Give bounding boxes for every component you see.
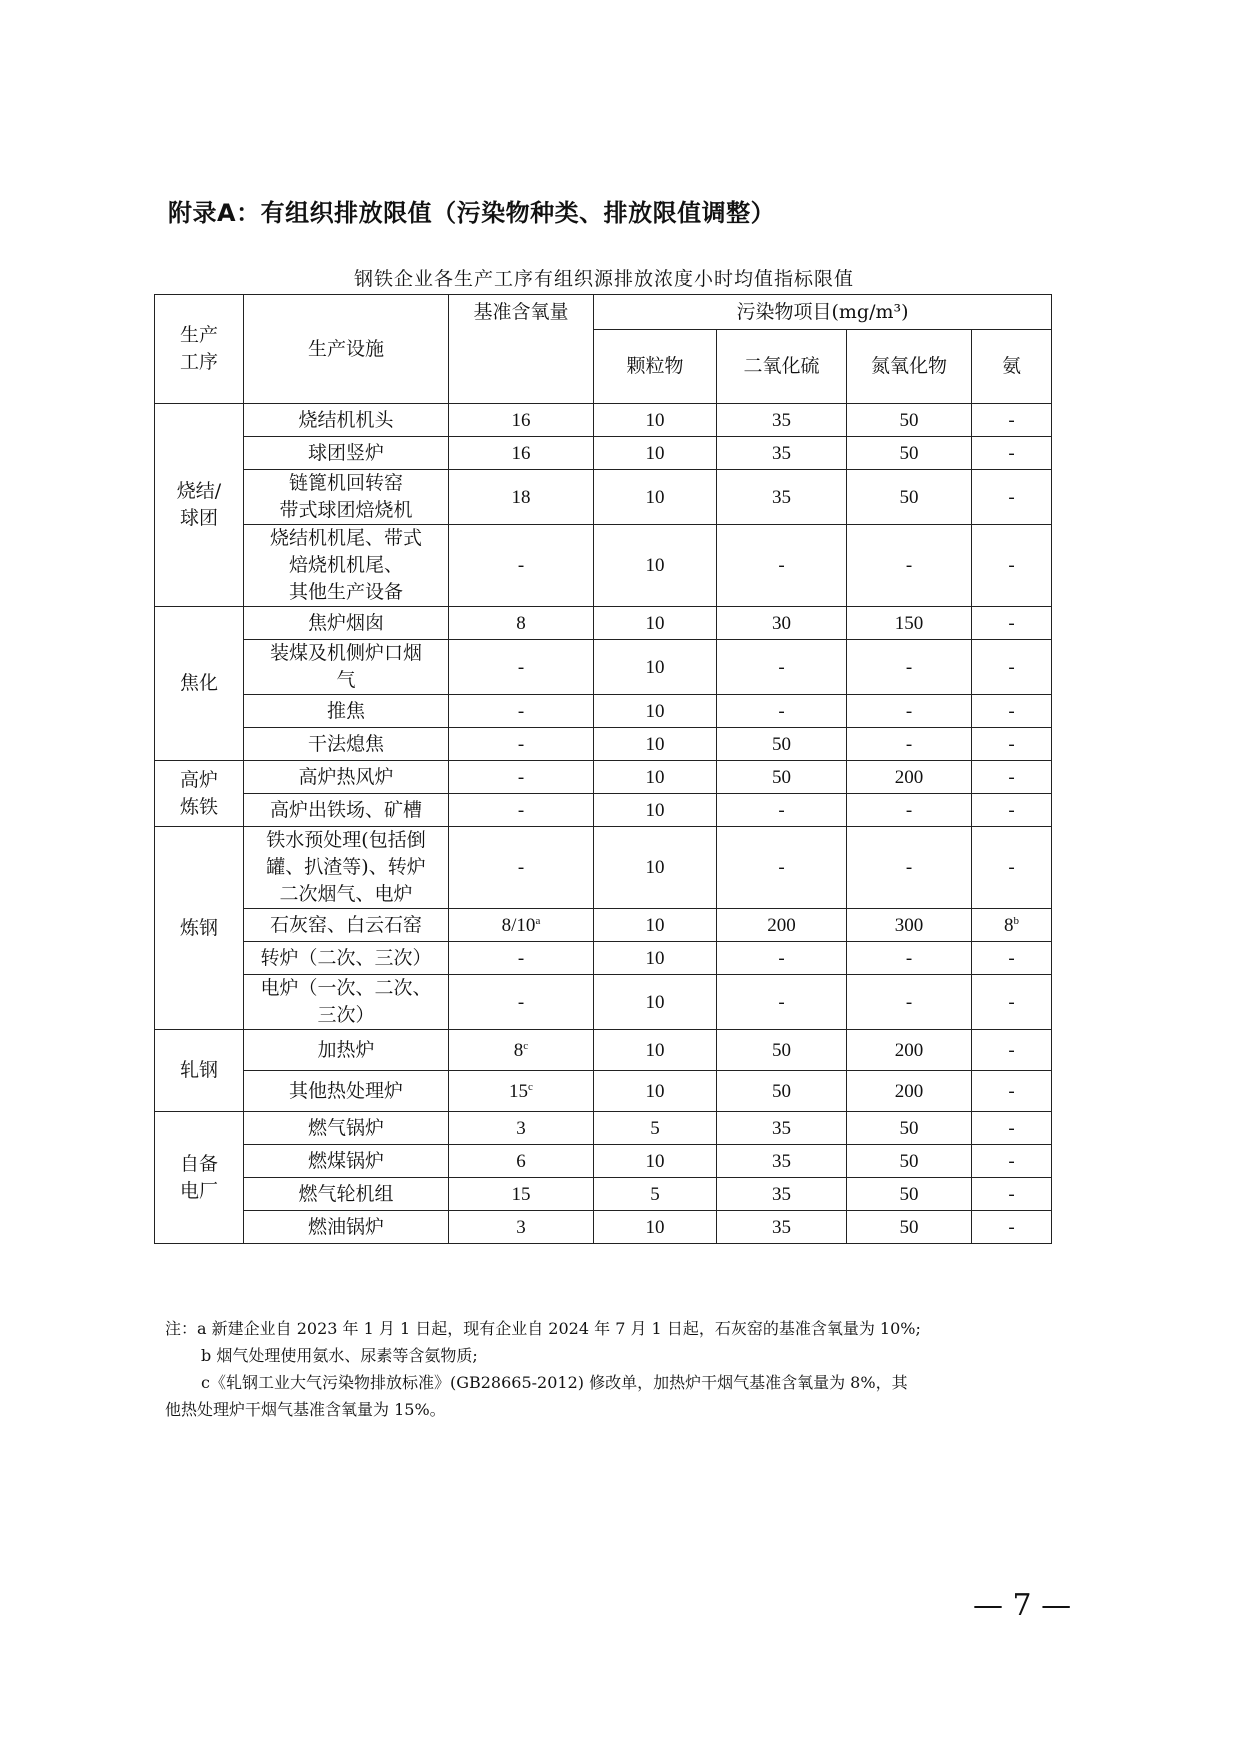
- ammonia-value: -: [1008, 1216, 1015, 1238]
- nox-cell: [847, 470, 972, 525]
- so2-cell: [717, 728, 847, 761]
- particulate-value: 10: [645, 733, 665, 755]
- oxygen-value: -: [517, 857, 525, 878]
- oxygen-value: -: [517, 766, 525, 788]
- ammonia-cell: [972, 1211, 1052, 1244]
- nox-cell: [847, 525, 972, 607]
- oxygen-value: -: [517, 991, 525, 1013]
- table-row: [155, 1211, 1052, 1244]
- so2-value: 35: [772, 1150, 791, 1172]
- ammonia-cell: [972, 1178, 1052, 1211]
- ammonia-cell: [972, 1071, 1052, 1112]
- ammonia-cell: [972, 404, 1052, 437]
- facility-cell: 烧结机机头: [244, 404, 449, 437]
- oxygen-cell: [449, 942, 594, 975]
- so2-value: 35: [772, 486, 791, 508]
- nox-value: -: [905, 733, 913, 755]
- ammonia-value: -: [1008, 1039, 1015, 1061]
- nox-value: 50: [899, 1183, 919, 1205]
- header-pollutants: 污染物项目(mg/m³): [594, 295, 1052, 330]
- so2-cell: [717, 525, 847, 607]
- particulate-cell: [594, 640, 717, 695]
- so2-value: -: [778, 991, 785, 1013]
- particulate-value: 10: [645, 555, 665, 576]
- ammonia-value: -: [1008, 656, 1015, 678]
- oxygen-cell: [449, 1178, 594, 1211]
- process-cell: 烧结/ 球团: [155, 404, 244, 607]
- table-row: [155, 607, 1052, 640]
- oxygen-value: -: [517, 799, 525, 821]
- ammonia-value: -: [1008, 409, 1015, 431]
- header-particulate: 颗粒物: [594, 330, 717, 404]
- oxygen-value: -: [517, 555, 525, 576]
- ammonia-value: -: [1008, 1117, 1015, 1139]
- oxygen-value: 3: [516, 1117, 526, 1139]
- nox-cell: [847, 607, 972, 640]
- oxygen-value: 15: [511, 1183, 531, 1205]
- so2-value: 35: [772, 409, 791, 431]
- ammonia-cell: [972, 1145, 1052, 1178]
- emission-limits-table: [154, 294, 1052, 1244]
- ammonia-cell: [972, 470, 1052, 525]
- ammonia-cell: [972, 525, 1052, 607]
- table-row: [155, 942, 1052, 975]
- facility-cell: 球团竖炉: [244, 437, 449, 470]
- ammonia-value: -: [1008, 947, 1015, 969]
- ammonia-value: -: [1008, 442, 1015, 464]
- process-cell: 自备 电厂: [155, 1112, 244, 1244]
- so2-cell: [717, 470, 847, 525]
- so2-cell: [717, 827, 847, 909]
- ammonia-value: 8: [1004, 914, 1014, 936]
- header-facility: 生产设施: [244, 295, 449, 404]
- nox-cell: [847, 827, 972, 909]
- oxygen-cell: [449, 525, 594, 607]
- oxygen-cell: [449, 1112, 594, 1145]
- so2-value: -: [778, 700, 785, 722]
- oxygen-cell: [449, 1145, 594, 1178]
- oxygen-cell: [449, 1030, 594, 1071]
- table-row: [155, 761, 1052, 794]
- so2-cell: [717, 1112, 847, 1145]
- facility-cell: 干法熄焦: [244, 728, 449, 761]
- particulate-value: 10: [645, 947, 665, 969]
- ammonia-cell: [972, 794, 1052, 827]
- table-body: [155, 404, 1052, 1244]
- nox-cell: [847, 909, 972, 942]
- oxygen-value: -: [517, 947, 525, 969]
- page-number: — 7 —: [973, 1588, 1072, 1623]
- oxygen-cell: [449, 975, 594, 1030]
- oxygen-value: 16: [511, 409, 531, 431]
- nox-cell: [847, 975, 972, 1030]
- particulate-cell: [594, 1030, 717, 1071]
- so2-cell: [717, 404, 847, 437]
- facility-cell: 推焦: [244, 695, 449, 728]
- nox-value: -: [905, 656, 913, 678]
- oxygen-cell: [449, 640, 594, 695]
- particulate-cell: [594, 1112, 717, 1145]
- so2-cell: [717, 1071, 847, 1112]
- ammonia-cell: [972, 437, 1052, 470]
- so2-value: 50: [772, 1080, 791, 1102]
- ammonia-value: -: [1008, 555, 1015, 576]
- ammonia-value: -: [1008, 486, 1015, 508]
- so2-cell: [717, 942, 847, 975]
- note-c-line1: c《轧钢工业大气污染物排放标准》(GB28665-2012) 修改单，加热炉干烟气基准含氧量为 8%，其: [201, 1373, 908, 1392]
- oxygen-cell: [449, 470, 594, 525]
- particulate-value: 10: [645, 442, 665, 464]
- table-caption: 钢铁企业各生产工序有组织源排放浓度小时均值指标限值: [353, 268, 854, 290]
- particulate-cell: [594, 1178, 717, 1211]
- oxygen-value: -: [517, 700, 525, 722]
- so2-cell: [717, 437, 847, 470]
- particulate-cell: [594, 470, 717, 525]
- oxygen-footnote-mark: c: [523, 1039, 529, 1052]
- note-c-line2: 他热处理炉干烟气基准含氧量为 15%。: [165, 1400, 446, 1419]
- table-row: [155, 794, 1052, 827]
- oxygen-cell: [449, 695, 594, 728]
- note-b: b 烟气处理使用氨水、尿素等含氨物质;: [201, 1346, 478, 1365]
- particulate-cell: [594, 695, 717, 728]
- ammonia-cell: [972, 1030, 1052, 1071]
- nox-cell: [847, 1030, 972, 1071]
- so2-cell: [717, 1211, 847, 1244]
- facility-cell: 石灰窑、白云石窑: [244, 909, 449, 942]
- ammonia-value: -: [1008, 1080, 1015, 1102]
- particulate-value: 10: [645, 409, 665, 431]
- ammonia-cell: [972, 975, 1052, 1030]
- particulate-cell: [594, 525, 717, 607]
- header-oxygen: 基准含氧量: [449, 295, 594, 404]
- table-row: [155, 975, 1052, 1030]
- oxygen-value: 8: [513, 1039, 524, 1061]
- particulate-cell: [594, 942, 717, 975]
- table-row: [155, 404, 1052, 437]
- particulate-cell: [594, 437, 717, 470]
- ammonia-footnote-mark: b: [1013, 914, 1020, 927]
- so2-value: 35: [772, 1216, 791, 1238]
- facility-cell: 焦炉烟囱: [244, 607, 449, 640]
- table-row: [155, 437, 1052, 470]
- particulate-value: 10: [645, 799, 665, 821]
- ammonia-value: -: [1008, 1183, 1015, 1205]
- so2-cell: [717, 761, 847, 794]
- ammonia-cell: [972, 827, 1052, 909]
- ammonia-value: -: [1008, 1150, 1015, 1172]
- facility-cell: 燃气轮机组: [244, 1178, 449, 1211]
- particulate-value: 10: [645, 1216, 665, 1238]
- oxygen-cell: [449, 1211, 594, 1244]
- facility-cell: 链篦机回转窑 带式球团焙烧机: [244, 470, 449, 525]
- facility-cell: 电炉（一次、二次、 三次）: [244, 975, 449, 1030]
- particulate-cell: [594, 404, 717, 437]
- nox-value: -: [905, 799, 913, 821]
- nox-cell: [847, 794, 972, 827]
- particulate-value: 5: [650, 1183, 660, 1205]
- facility-cell: 燃气锅炉: [244, 1112, 449, 1145]
- so2-value: -: [778, 857, 785, 878]
- nox-value: 50: [899, 442, 919, 464]
- nox-cell: [847, 404, 972, 437]
- particulate-value: 10: [645, 857, 665, 878]
- nox-value: 50: [899, 1150, 919, 1172]
- particulate-value: 10: [645, 656, 665, 678]
- so2-cell: [717, 1030, 847, 1071]
- nox-value: -: [905, 555, 913, 576]
- nox-cell: [847, 640, 972, 695]
- facility-cell: 燃油锅炉: [244, 1211, 449, 1244]
- so2-value: 35: [772, 442, 791, 464]
- nox-value: -: [905, 857, 913, 878]
- nox-cell: [847, 1071, 972, 1112]
- table-row: [155, 827, 1052, 909]
- ammonia-value: -: [1008, 700, 1015, 722]
- table-row: [155, 525, 1052, 607]
- nox-cell: [847, 695, 972, 728]
- so2-value: -: [778, 799, 785, 821]
- so2-cell: [717, 794, 847, 827]
- nox-value: 150: [894, 612, 924, 634]
- so2-value: 50: [772, 766, 791, 788]
- oxygen-value: 15: [509, 1080, 529, 1102]
- facility-cell: 烧结机机尾、带式 焙烧机机尾、 其他生产设备: [244, 525, 449, 607]
- so2-value: 200: [767, 914, 796, 936]
- particulate-cell: [594, 761, 717, 794]
- table-row: [155, 909, 1052, 942]
- so2-value: -: [778, 656, 785, 678]
- nox-cell: [847, 1112, 972, 1145]
- oxygen-value: 3: [516, 1216, 526, 1238]
- header-so2: 二氧化硫: [717, 330, 847, 404]
- so2-value: -: [778, 555, 785, 576]
- table-row: [155, 1071, 1052, 1112]
- process-cell: 高炉 炼铁: [155, 761, 244, 827]
- oxygen-value: -: [517, 733, 525, 755]
- so2-cell: [717, 975, 847, 1030]
- oxygen-footnote-mark: c: [528, 1080, 533, 1093]
- ammonia-cell: [972, 728, 1052, 761]
- particulate-value: 10: [645, 700, 665, 722]
- oxygen-cell: [449, 728, 594, 761]
- oxygen-cell: [449, 794, 594, 827]
- facility-cell: 其他热处理炉: [244, 1071, 449, 1112]
- particulate-value: 5: [650, 1117, 660, 1139]
- so2-value: 35: [772, 1183, 791, 1205]
- facility-cell: 加热炉: [244, 1030, 449, 1071]
- particulate-value: 10: [645, 1039, 665, 1061]
- facility-cell: 铁水预处理(包括倒 罐、扒渣等)、转炉 二次烟气、电炉: [244, 827, 449, 909]
- oxygen-cell: [449, 761, 594, 794]
- nox-value: 300: [894, 914, 924, 936]
- particulate-value: 10: [645, 991, 665, 1013]
- oxygen-cell: [449, 437, 594, 470]
- header-process: 生产 工序: [155, 295, 244, 404]
- particulate-cell: [594, 1145, 717, 1178]
- table-notes: [165, 1315, 1045, 1423]
- so2-value: 50: [772, 733, 791, 755]
- nox-cell: [847, 942, 972, 975]
- ammonia-value: -: [1008, 991, 1015, 1013]
- oxygen-value: 16: [511, 442, 531, 464]
- particulate-value: 10: [645, 914, 665, 936]
- so2-cell: [717, 1178, 847, 1211]
- ammonia-value: -: [1008, 766, 1015, 788]
- particulate-cell: [594, 794, 717, 827]
- process-cell: 焦化: [155, 607, 244, 761]
- particulate-value: 10: [645, 1080, 665, 1102]
- particulate-cell: [594, 1071, 717, 1112]
- oxygen-value: 8/10: [501, 914, 536, 936]
- table-row: [155, 1112, 1052, 1145]
- ammonia-cell: [972, 942, 1052, 975]
- particulate-cell: [594, 975, 717, 1030]
- appendix-heading: 附录A：有组织排放限值（污染物种类、排放限值调整）: [168, 199, 776, 227]
- facility-cell: 转炉（二次、三次）: [244, 942, 449, 975]
- process-cell: 炼钢: [155, 827, 244, 1030]
- particulate-value: 10: [645, 766, 665, 788]
- particulate-cell: [594, 607, 717, 640]
- particulate-value: 10: [645, 612, 665, 634]
- header-nox: 氮氧化物: [847, 330, 972, 404]
- nox-cell: [847, 728, 972, 761]
- nox-cell: [847, 437, 972, 470]
- so2-cell: [717, 607, 847, 640]
- nox-value: 50: [899, 409, 919, 431]
- so2-value: -: [778, 947, 785, 969]
- facility-cell: 燃煤锅炉: [244, 1145, 449, 1178]
- nox-value: 50: [899, 1216, 919, 1238]
- ammonia-cell: [972, 909, 1052, 942]
- process-cell: 轧钢: [155, 1030, 244, 1112]
- facility-cell: 高炉热风炉: [244, 761, 449, 794]
- table-row: [155, 1030, 1052, 1071]
- table-row: [155, 1145, 1052, 1178]
- ammonia-cell: [972, 1112, 1052, 1145]
- so2-cell: [717, 640, 847, 695]
- oxygen-value: 8: [516, 612, 526, 634]
- ammonia-value: -: [1008, 799, 1015, 821]
- so2-value: 30: [772, 612, 791, 634]
- nox-value: -: [905, 700, 913, 722]
- particulate-cell: [594, 728, 717, 761]
- facility-cell: 高炉出铁场、矿槽: [244, 794, 449, 827]
- nox-cell: [847, 1211, 972, 1244]
- oxygen-cell: [449, 404, 594, 437]
- nox-value: 200: [894, 766, 924, 788]
- table-row: [155, 640, 1052, 695]
- ammonia-cell: [972, 607, 1052, 640]
- oxygen-value: 6: [516, 1150, 526, 1172]
- oxygen-footnote-mark: a: [535, 914, 541, 927]
- table-row: [155, 470, 1052, 525]
- oxygen-cell: [449, 1071, 594, 1112]
- ammonia-value: -: [1008, 612, 1015, 634]
- note-a: 注：a 新建企业自 2023 年 1 月 1 日起，现有企业自 2024 年 7 月 1 日起，石灰窑的基准含氧量为 10%;: [165, 1319, 921, 1338]
- nox-value: 200: [894, 1039, 924, 1061]
- nox-value: 200: [894, 1080, 924, 1102]
- facility-cell: 装煤及机侧炉口烟 气: [244, 640, 449, 695]
- nox-value: 50: [899, 486, 919, 508]
- table-row: [155, 728, 1052, 761]
- nox-cell: [847, 1145, 972, 1178]
- header-ammonia: 氨: [972, 330, 1052, 404]
- nox-cell: [847, 1178, 972, 1211]
- so2-value: 50: [772, 1039, 791, 1061]
- ammonia-cell: [972, 640, 1052, 695]
- particulate-value: 10: [645, 486, 665, 508]
- particulate-value: 10: [645, 1150, 665, 1172]
- table-row: [155, 695, 1052, 728]
- ammonia-cell: [972, 761, 1052, 794]
- so2-cell: [717, 1145, 847, 1178]
- so2-cell: [717, 909, 847, 942]
- oxygen-cell: [449, 827, 594, 909]
- particulate-cell: [594, 1211, 717, 1244]
- oxygen-value: 18: [511, 486, 531, 508]
- particulate-cell: [594, 909, 717, 942]
- so2-value: 35: [772, 1117, 791, 1139]
- table-row: [155, 1178, 1052, 1211]
- nox-value: -: [905, 991, 913, 1013]
- nox-value: -: [905, 947, 913, 969]
- nox-cell: [847, 761, 972, 794]
- ammonia-value: -: [1008, 733, 1015, 755]
- ammonia-value: -: [1008, 857, 1015, 878]
- oxygen-cell: [449, 909, 594, 942]
- nox-value: 50: [899, 1117, 919, 1139]
- so2-cell: [717, 695, 847, 728]
- oxygen-cell: [449, 607, 594, 640]
- oxygen-value: -: [517, 656, 525, 678]
- ammonia-cell: [972, 695, 1052, 728]
- particulate-cell: [594, 827, 717, 909]
